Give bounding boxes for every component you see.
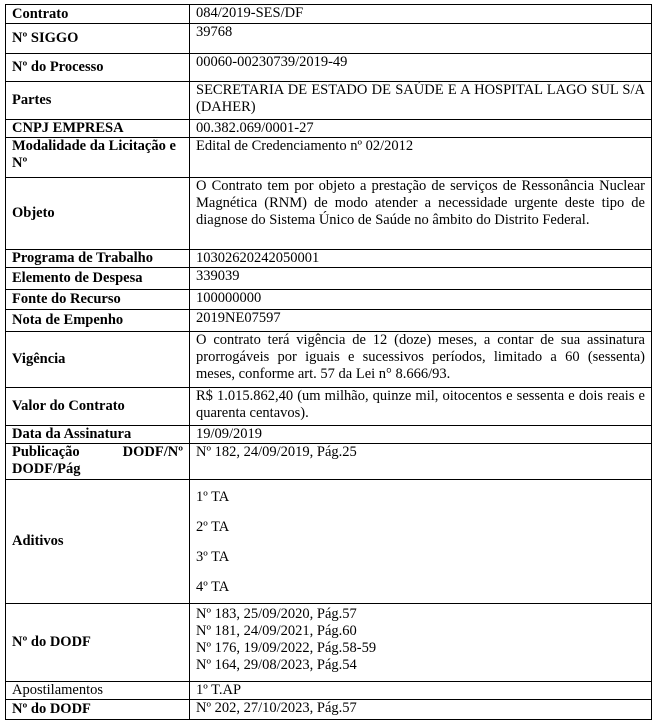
- label-dodf: Nº do DODF: [6, 604, 190, 682]
- value-processo: 00060-00230739/2019-49: [190, 54, 652, 82]
- label-aditivos: Aditivos: [6, 480, 190, 604]
- row-dodf: [6, 604, 652, 682]
- label-partes: Partes: [6, 82, 190, 120]
- value-empenho: 2019NE07597: [190, 310, 652, 332]
- label-empenho: Nota de Empenho: [6, 310, 190, 332]
- value-siggo: 39768: [190, 24, 652, 54]
- label-objeto: Objeto: [6, 178, 190, 250]
- label-processo: Nº do Processo: [6, 54, 190, 82]
- dodf-item: Nº 183, 25/09/2020, Pág.57: [196, 606, 357, 622]
- dodf-item: Nº 181, 24/09/2021, Pág.60: [196, 623, 357, 639]
- value-programa: 10302620242050001: [190, 250, 652, 268]
- value-vigencia: O contrato terá vigência de 12 (doze) meses, a contar de sua assinatura prorrogáveis por iguais e sucessivos períodos, limitado a 60 (sessenta) meses, conforme art. 57 da Lei n° 8.666/93.: [190, 332, 652, 388]
- value-aditivos: [190, 480, 652, 604]
- row-objeto: [6, 178, 652, 250]
- value-elemento: 339039: [190, 268, 652, 290]
- label-publicacao-a: Publicação: [12, 444, 80, 460]
- label-fonte: Fonte do Recurso: [6, 290, 190, 310]
- row-dodf-final: [6, 700, 652, 720]
- row-programa: [6, 250, 652, 268]
- row-fonte: [6, 290, 652, 310]
- row-partes: [6, 82, 652, 120]
- label-publicacao: [6, 444, 190, 480]
- row-elemento: [6, 268, 652, 290]
- label-publicacao-line1: [12, 444, 183, 461]
- value-fonte: 100000000: [190, 290, 652, 310]
- row-valor: [6, 388, 652, 426]
- row-modalidade: [6, 138, 652, 178]
- aditivo-item: 1º TA: [196, 489, 230, 505]
- value-dodf: [190, 604, 652, 682]
- value-assinatura: 19/09/2019: [190, 426, 652, 444]
- row-siggo: [6, 24, 652, 54]
- row-vigencia: [6, 332, 652, 388]
- label-vigencia: Vigência: [6, 332, 190, 388]
- value-modalidade: Edital de Credenciamento nº 02/2012: [190, 138, 652, 178]
- label-assinatura: Data da Assinatura: [6, 426, 190, 444]
- label-cnpj: CNPJ EMPRESA: [6, 120, 190, 138]
- aditivo-item: 4º TA: [196, 579, 230, 595]
- row-processo: [6, 54, 652, 82]
- aditivo-item: 3º TA: [196, 549, 230, 565]
- label-publicacao-b: DODF/Nº: [122, 444, 183, 460]
- label-valor: Valor do Contrato: [6, 388, 190, 426]
- row-aditivos: [6, 480, 652, 604]
- label-siggo: Nº SIGGO: [6, 24, 190, 54]
- dodf-item: Nº 164, 29/08/2023, Pág.54: [196, 657, 357, 673]
- dodf-item: Nº 176, 19/09/2022, Pág.58-59: [196, 640, 377, 656]
- value-objeto: O Contrato tem por objeto a prestação de serviços de Ressonância Nuclear Magnética (RNM) de modo atender a necessidade urgente deste tipo de diagnose do Sistema Único de Saúde no âmbito do Distrito Federal.: [190, 178, 652, 250]
- contract-summary-table: [5, 4, 652, 720]
- row-contrato: [6, 5, 652, 24]
- value-apostilamentos: 1º T.AP: [190, 682, 652, 700]
- label-elemento: Elemento de Despesa: [6, 268, 190, 290]
- value-partes: SECRETARIA DE ESTADO DE SAÚDE E A HOSPITAL LAGO SUL S/A (DAHER): [190, 82, 652, 120]
- value-dodf-final: Nº 202, 27/10/2023, Pág.57: [190, 700, 652, 720]
- label-contrato: Contrato: [6, 5, 190, 24]
- value-publicacao: Nº 182, 24/09/2019, Pág.25: [190, 444, 652, 480]
- row-assinatura: [6, 426, 652, 444]
- label-dodf-final: Nº do DODF: [6, 700, 190, 720]
- row-publicacao: [6, 444, 652, 480]
- aditivo-item: 2º TA: [196, 519, 230, 535]
- value-cnpj: 00.382.069/0001-27: [190, 120, 652, 138]
- value-valor: R$ 1.015.862,40 (um milhão, quinze mil, oitocentos e sessenta e dois reais e quarenta centavos).: [190, 388, 652, 426]
- label-modalidade: Modalidade da Licitação e Nº: [6, 138, 190, 178]
- label-publicacao-c: DODF/Pág: [12, 461, 81, 477]
- row-cnpj: [6, 120, 652, 138]
- row-empenho: [6, 310, 652, 332]
- row-apostilamentos: [6, 682, 652, 700]
- label-programa: Programa de Trabalho: [6, 250, 190, 268]
- label-apostilamentos: Apostilamentos: [6, 682, 190, 700]
- value-contrato: 084/2019-SES/DF: [190, 5, 652, 24]
